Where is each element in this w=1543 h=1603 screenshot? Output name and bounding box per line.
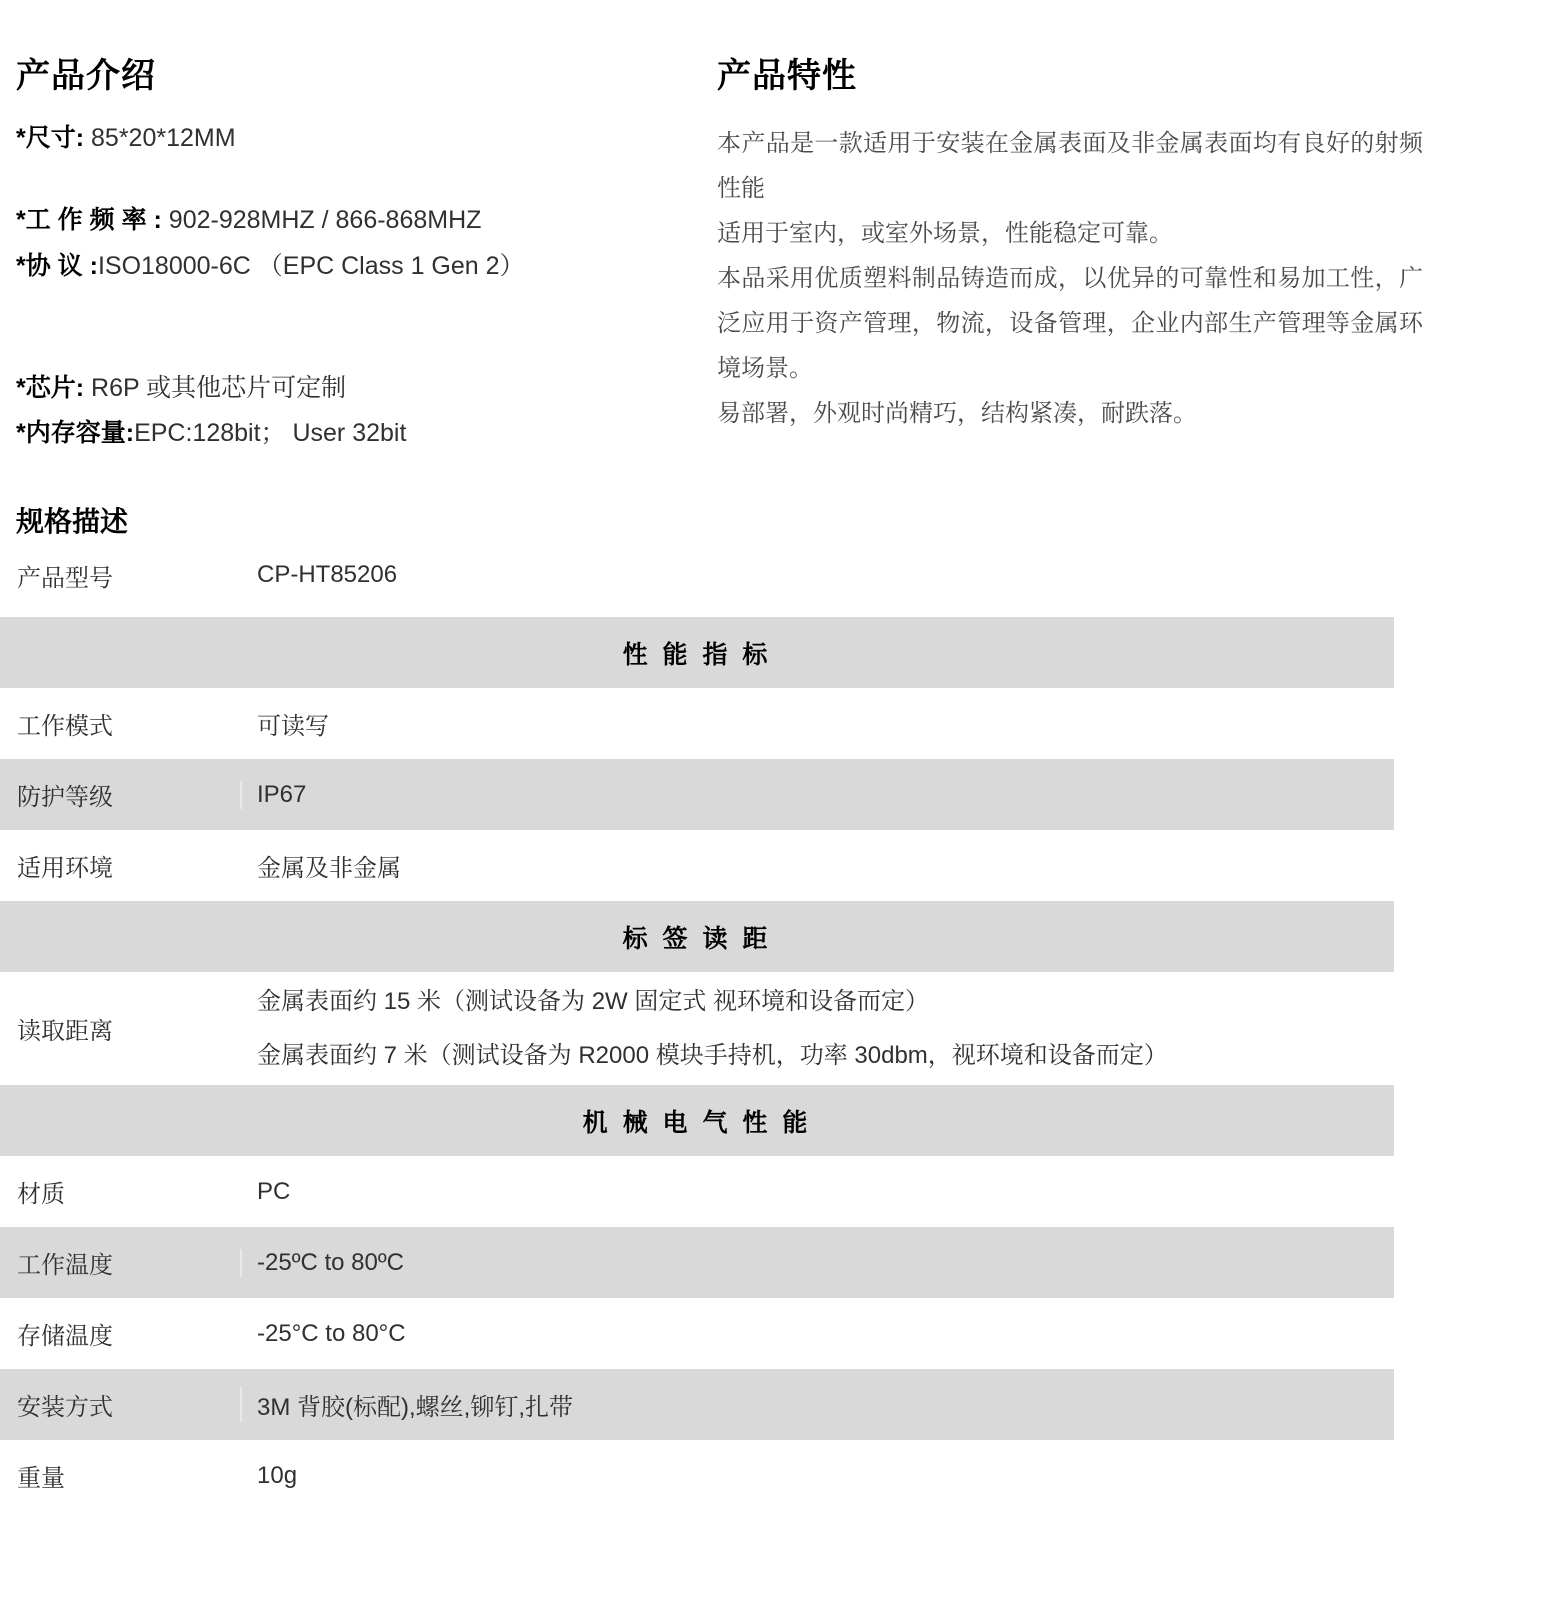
spec-row <box>0 1369 1394 1440</box>
intro-line <box>16 368 346 404</box>
spec-row <box>0 1440 1394 1511</box>
spec-row-value: 3M 背胶(标配),螺丝,铆钉,扎带 <box>240 1387 1394 1422</box>
spec-row-label: 安装方式 <box>17 1394 113 1421</box>
spec-section-header: 机 械 电 气 性 能 <box>0 1085 1394 1156</box>
product-intro-section <box>16 48 676 447</box>
product-model-label: 产品型号 <box>17 564 113 592</box>
intro-line-label: *尺寸: <box>16 124 85 152</box>
intro-line <box>16 200 481 236</box>
feature-paragraph: 适用于室内，或室外场景，性能稳定可靠。 <box>717 220 1173 247</box>
spec-row-label: 重量 <box>17 1465 65 1492</box>
product-intro-title: 产品介绍 <box>16 57 156 95</box>
product-features-body <box>717 121 1423 436</box>
spec-row-label: 适用环境 <box>17 855 113 882</box>
spec-row-label: 读取距离 <box>17 1018 113 1045</box>
feature-paragraph: 本产品是一款适用于安装在金属表面及非金属表面均有良好的射频性能 <box>717 130 1423 202</box>
intro-line-value: R6P 或其他芯片可定制 <box>84 374 347 402</box>
intro-line-value: 902-928MHZ / 866-868MHZ <box>161 206 482 234</box>
product-model-value: CP-HT85206 <box>257 561 398 588</box>
spec-row-label: 防护等级 <box>17 784 113 811</box>
product-model-row <box>0 550 1394 600</box>
spec-row-value: 10g <box>257 1461 298 1489</box>
intro-line <box>16 118 236 154</box>
spec-row <box>0 972 1394 1085</box>
product-features-section <box>717 48 1423 436</box>
spec-row-value: -25ºC to 80ºC <box>240 1249 1394 1277</box>
spec-row-value: 可读写 <box>257 713 329 740</box>
spec-row-value: IP67 <box>240 781 1394 809</box>
spec-row-value: PC <box>257 1177 291 1205</box>
spec-row <box>0 759 1394 830</box>
spec-row <box>0 830 1394 901</box>
spec-row <box>0 688 1394 759</box>
spec-section-header: 标 签 读 距 <box>0 901 1394 972</box>
feature-paragraph: 易部署，外观时尚精巧，结构紧凑，耐跌落。 <box>717 400 1197 427</box>
spec-table <box>0 617 1394 1511</box>
spec-row-value-line: 金属表面约 7 米（测试设备为 R2000 模块手持机，功率 30dbm，视环境和设备而定） <box>257 1041 1168 1069</box>
intro-line-value: ISO18000-6C （EPC Class 1 Gen 2） <box>97 252 525 280</box>
spec-row-label: 存储温度 <box>17 1323 113 1350</box>
spec-row-label: 材质 <box>17 1181 65 1208</box>
intro-line-label: *协 议 : <box>16 252 98 280</box>
intro-line <box>16 246 525 282</box>
spec-description-title: 规格描述 <box>16 506 129 537</box>
intro-line-label: *工 作 频 率 : <box>16 206 162 234</box>
spec-row-value: 金属及非金属 <box>257 855 401 882</box>
spec-row-value: -25°C to 80°C <box>257 1319 406 1347</box>
spec-row <box>0 1156 1394 1227</box>
product-features-title: 产品特性 <box>717 57 857 95</box>
spec-row-label: 工作模式 <box>17 713 113 740</box>
spec-row-value-line: 金属表面约 15 米（测试设备为 2W 固定式 视环境和设备而定） <box>257 987 930 1015</box>
spec-row <box>0 1227 1394 1298</box>
spec-section-header: 性 能 指 标 <box>0 617 1394 688</box>
intro-line-label: *内存容量: <box>16 419 135 447</box>
intro-line-value: 85*20*12MM <box>84 124 236 152</box>
intro-line-value: EPC:128bit； User 32bit <box>134 419 407 447</box>
spec-row <box>0 1298 1394 1369</box>
spec-row-label: 工作温度 <box>17 1252 113 1279</box>
spec-row-value <box>240 975 1394 1083</box>
feature-paragraph: 本品采用优质塑料制品铸造而成，以优异的可靠性和易加工性，广泛应用于资产管理，物流，设备管理，企业内部生产管理等金属环境场景。 <box>717 265 1423 382</box>
intro-line <box>16 413 406 449</box>
intro-line-label: *芯片: <box>16 374 85 402</box>
